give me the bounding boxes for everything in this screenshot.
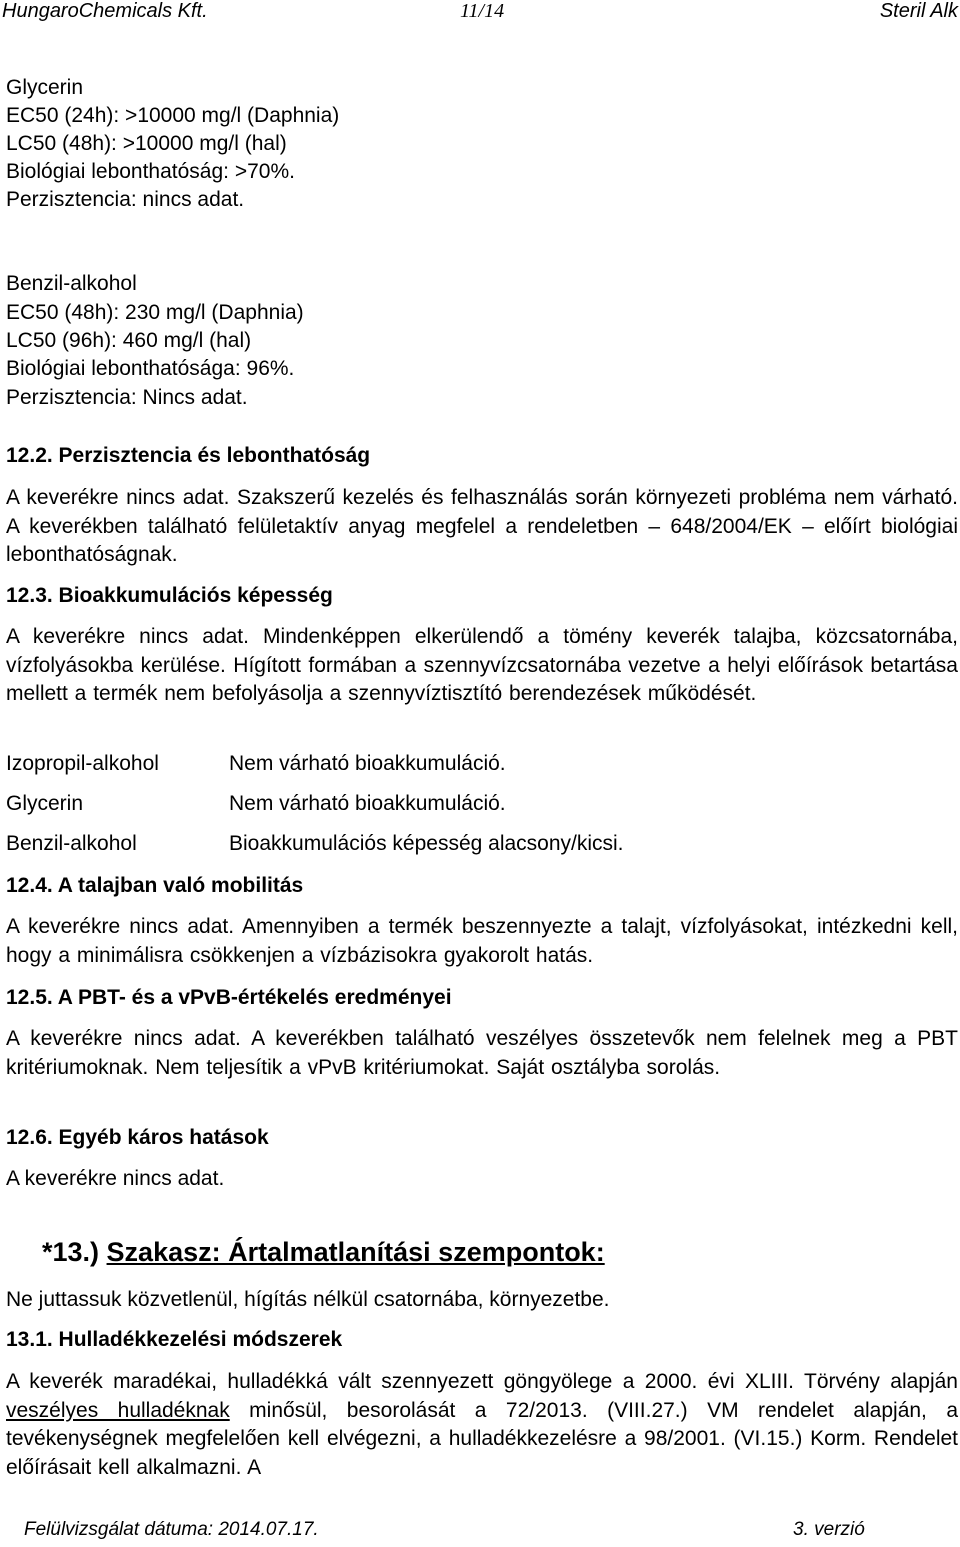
section-12-5-heading: 12.5. A PBT- és a vPvB-értékelés eredményei <box>6 986 452 1009</box>
section-13-1-heading: 13.1. Hulladékkezelési módszerek <box>6 1328 343 1351</box>
section-12-5-text: A keverékre nincs adat. A keverékben található veszélyes összetevők nem felelnek meg a PBT kritériumoknak. Nem teljesítik a vPvB kritériumokat. Saját osztályba sorolás. <box>6 1027 958 1079</box>
section-13-number: *13.) <box>42 1237 107 1267</box>
benzil-line: Benzil-alkohol <box>6 272 137 295</box>
section-13-title: Szakasz: Ártalmatlanítási szempontok: <box>106 1237 605 1267</box>
review-date: Felülvizsgálat dátuma: 2014.07.17. <box>24 1519 319 1540</box>
section-12-2-heading: 12.2. Perzisztencia és lebonthatóság <box>6 444 371 467</box>
page-header <box>2 0 958 24</box>
glycerin-line: Biológiai lebonthatóság: >70%. <box>6 160 295 183</box>
text-segment: A keverék maradékai, hulladékká vált szennyezett göngyölege a 2000. évi XLIII. Törvény alapján <box>6 1370 958 1393</box>
section-12-6-text: A keverékre nincs adat. <box>6 1167 225 1190</box>
section-12-2-text: A keverékre nincs adat. Szakszerű kezelés és felhasználás során környezeti probléma nem várható. A keverékben található felületaktív anyag megfelel a rendeletben – 648/2004/EK – előírt biológiai lebonthatóságnak. <box>6 486 958 567</box>
substance-name: Glycerin <box>6 792 84 815</box>
benzil-line: Perzisztencia: Nincs adat. <box>6 386 248 409</box>
substance-value: Bioakkumulációs képesség alacsony/kicsi. <box>229 832 624 855</box>
section-12-4-text: A keverékre nincs adat. Amennyiben a termék beszennyezte a talajt, vízfolyásokat, intézkedni kell, hogy a minimálisra csökkenjen a vízbázisokra gyakorolt hatás. <box>6 915 958 967</box>
company-name: HungaroChemicals Kft. <box>2 0 208 22</box>
section-12-6-heading: 12.6. Egyéb káros hatások <box>6 1126 269 1149</box>
section-12-3-text: A keverékre nincs adat. Mindenképpen elkerülendő a tömény keverék talajba, közcsatornába, vízfolyásokba kerülése. Hígított formában a szennyvízcsatornába vezetve a helyi előírások betartása mellett a termék nem befolyásolja a szennyvíztisztító berendezések működését. <box>6 625 958 706</box>
substance-value: Nem várható bioakkumuláció. <box>229 792 506 815</box>
section-12-4-heading: 12.4. A talajban való mobilitás <box>6 874 304 897</box>
bioaccumulation-row <box>6 790 506 818</box>
substance-name: Izopropil-alkohol <box>6 752 159 775</box>
text-segment: minősül, besorolását a 72/2013. (VIII.27.) VM rendelet alapján, a tevékenységnek megfelelően kell elvégezni, a hulladékkezelésre a 98/2001. (VI.15.) Korm. Rendelet előírásait kell alkalmazni. A <box>6 1398 959 1479</box>
glycerin-line: EC50 (24h): >10000 mg/l (Daphnia) <box>6 104 340 127</box>
substance-name: Benzil-alkohol <box>6 832 137 855</box>
benzil-line: LC50 (96h): 460 mg/l (hal) <box>6 329 252 352</box>
section-13-1-text <box>6 1368 958 1482</box>
page-number: 11/14 <box>460 0 505 22</box>
section-13-intro: Ne juttassuk közvetlenül, hígítás nélkül csatornába, környezetbe. <box>6 1288 610 1311</box>
glycerin-line: Perzisztencia: nincs adat. <box>6 188 245 211</box>
section-12-3-heading: 12.3. Bioakkumulációs képesség <box>6 584 333 607</box>
benzil-line: EC50 (48h): 230 mg/l (Daphnia) <box>6 301 304 324</box>
glycerin-line: LC50 (48h): >10000 mg/l (hal) <box>6 132 287 155</box>
product-name: Steril Alk <box>879 0 958 22</box>
hazardous-waste-link[interactable]: veszélyes hulladéknak <box>6 1398 230 1422</box>
section-13-heading <box>42 1235 605 1269</box>
bioaccumulation-row <box>6 830 624 858</box>
version-label: 3. verzió <box>793 1519 865 1540</box>
substance-value: Nem várható bioakkumuláció. <box>229 752 506 775</box>
bioaccumulation-row <box>6 750 506 778</box>
glycerin-line: Glycerin <box>6 76 84 99</box>
benzil-line: Biológiai lebonthatósága: 96%. <box>6 357 295 380</box>
